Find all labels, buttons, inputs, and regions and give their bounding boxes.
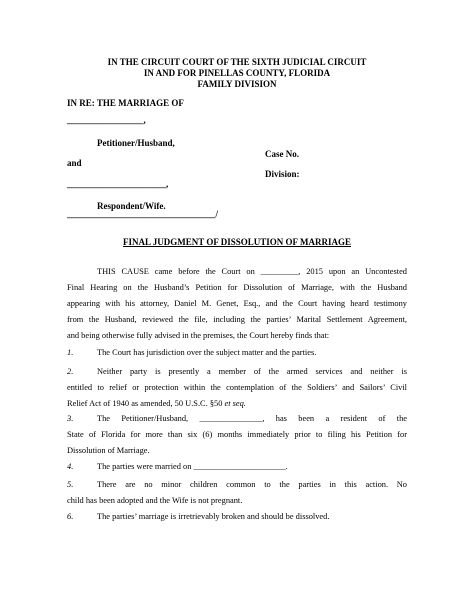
finding-line: child has been adopted and the Wife is not pregnant. — [67, 496, 243, 505]
finding-line: entitled to relief or protection within the contemplation of the Soldiers’ and Sailors’ Civil — [67, 383, 407, 392]
finding-5 — [67, 477, 407, 509]
petitioner-label: Petitioner/Husband, — [97, 138, 175, 148]
intro-line: from the Husband, reviewed the file, including the parties’ Marital Settlement Agreement, — [67, 315, 407, 324]
court-header-line-3: FAMILY DIVISION — [197, 79, 277, 89]
document-title-text: FINAL JUDGMENT OF DISSOLUTION OF MARRIAGE — [123, 237, 351, 247]
finding-text: The Court has jurisdiction over the subject matter and the parties. — [97, 348, 317, 357]
finding-number: 1. — [67, 348, 74, 357]
et-seq-text: et seq. — [224, 399, 246, 408]
finding-line — [67, 345, 407, 361]
finding-line — [67, 509, 407, 525]
intro-paragraph — [67, 264, 407, 344]
finding-3 — [67, 411, 407, 459]
case-number-label: Case No. — [265, 149, 299, 159]
finding-line — [67, 459, 407, 475]
finding-number: 2. — [67, 367, 74, 376]
division-label: Division: — [265, 169, 300, 179]
finding-line — [67, 477, 407, 493]
finding-1 — [67, 345, 407, 361]
court-header-line-2: IN AND FOR PINELLAS COUNTY, FLORIDA — [143, 68, 331, 78]
finding-number: 4. — [67, 462, 74, 471]
court-header-line-1: IN THE CIRCUIT COURT OF THE SIXTH JUDICIAL CIRCUIT — [107, 57, 367, 67]
intro-line: and being otherwise fully advised in the premises, the Court hereby finds that: — [67, 331, 330, 340]
intro-line: Final Hearing on the Husband’s Petition for Dissolution of Marriage, with the Husband — [67, 283, 407, 292]
finding-text: Neither party is presently a member of the armed services and neither is — [97, 367, 407, 376]
finding-line — [67, 364, 407, 380]
petitioner-name-blank: _________________, — [67, 115, 146, 125]
respondent-name-blank: ______________________, — [67, 179, 169, 189]
finding-text: Relief Act of 1940 as amended, 50 U.S.C. §50 — [67, 399, 225, 408]
finding-number: 5. — [67, 480, 74, 489]
finding-text: The parties’ marriage is irretrievably broken and should be dissolved. — [97, 512, 330, 521]
finding-line: Dissolution of Marriage. — [67, 446, 150, 455]
finding-2 — [67, 364, 407, 412]
finding-number: 6. — [67, 512, 74, 521]
document-title — [0, 237, 474, 248]
intro-line — [67, 264, 407, 280]
respondent-label: Respondent/Wife. — [97, 201, 166, 211]
intro-line-text: THIS CAUSE came before the Court on _________, 2015 upon an Uncontested — [97, 267, 407, 276]
finding-text: The parties were married on ______________________. — [97, 462, 288, 471]
finding-line: State of Florida for more than six (6) months immediately prior to filing his Petition for — [67, 430, 407, 439]
finding-4 — [67, 459, 407, 475]
finding-6 — [67, 509, 407, 525]
finding-line — [67, 396, 407, 412]
finding-number: 3. — [67, 414, 74, 423]
finding-text: There are no minor children common to the parties in this action. No — [97, 480, 407, 489]
finding-line — [67, 411, 407, 427]
finding-text: The Petitioner/Husband, _______________, has been a resident of the — [97, 414, 407, 423]
caption-closing-line: _________________________________/ — [67, 209, 219, 219]
in-re-label: IN RE: THE MARRIAGE OF — [67, 98, 184, 108]
intro-line: appearing with his attorney, Daniel M. Genet, Esq., and the Court having heard testimony — [67, 299, 407, 308]
and-label: and — [67, 158, 82, 168]
